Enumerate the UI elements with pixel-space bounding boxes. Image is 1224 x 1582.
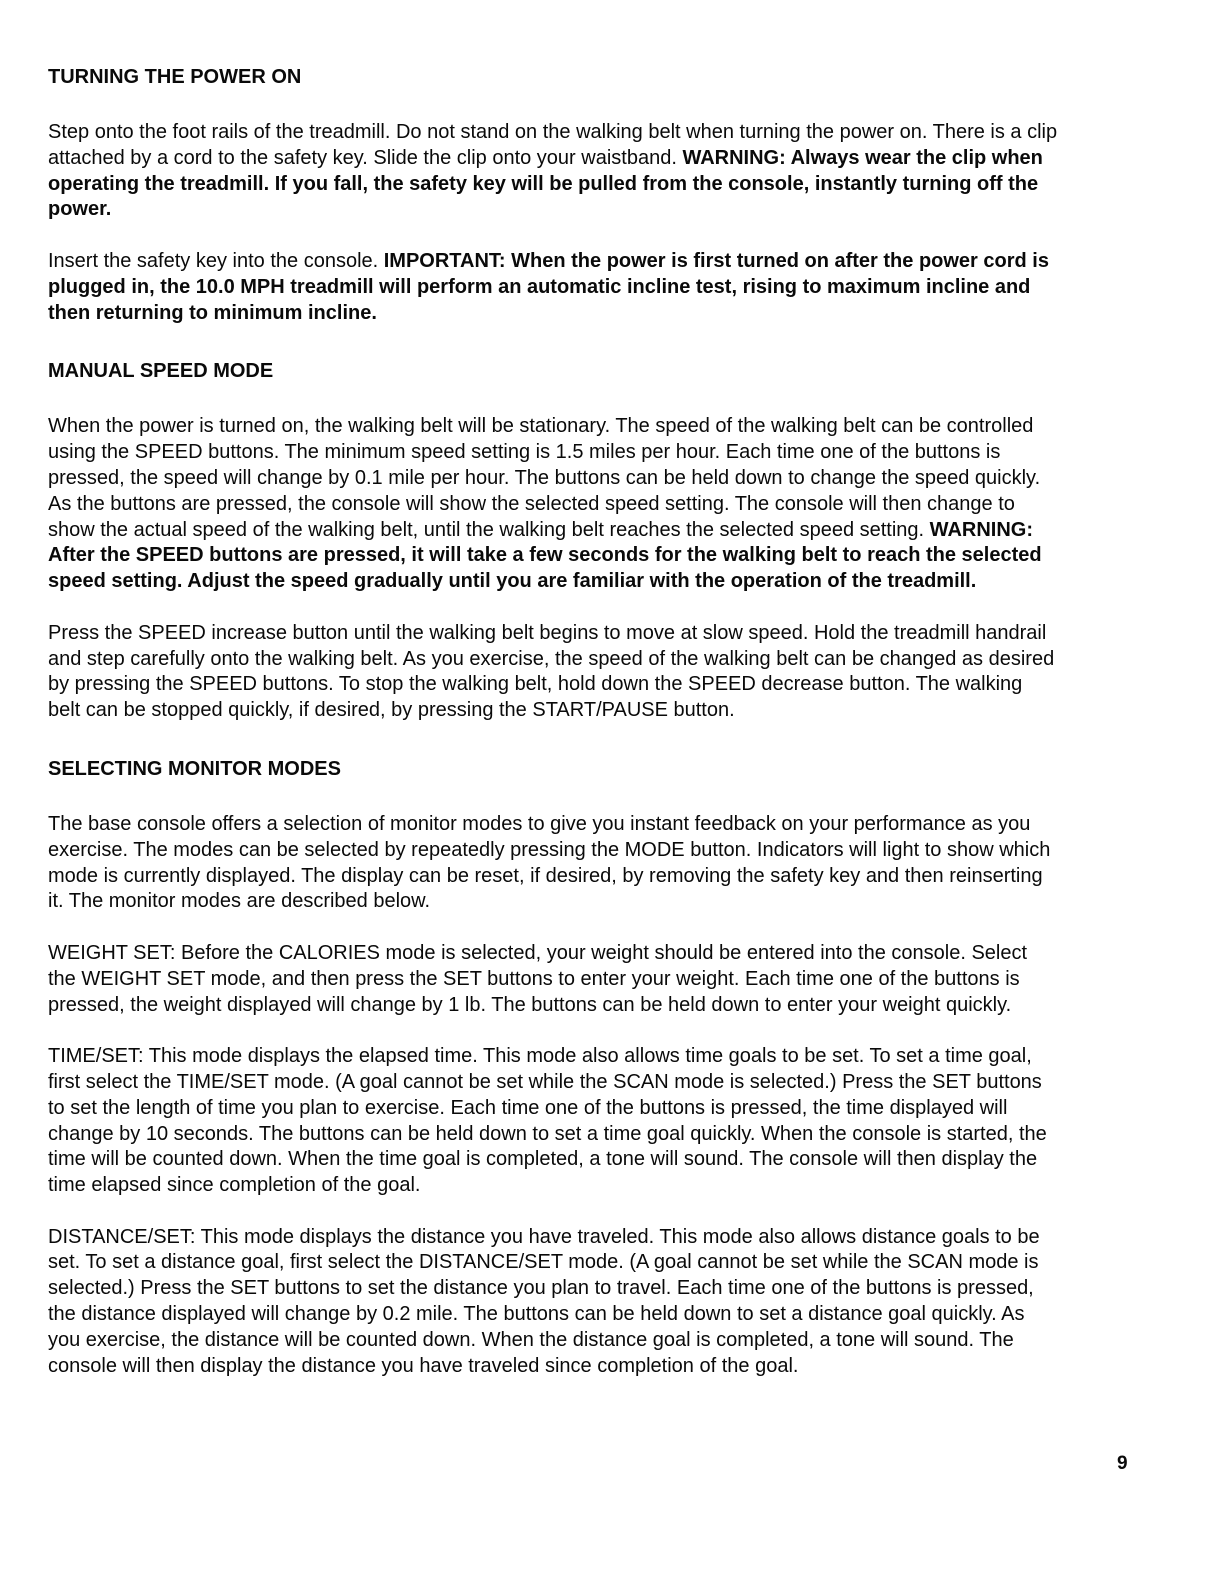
section-heading-manual-speed: MANUAL SPEED MODE	[48, 360, 274, 383]
section-heading-power-on: TURNING THE POWER ON	[48, 66, 302, 88]
paragraph-power-on-1	[48, 120, 1058, 223]
paragraph-weight-set	[48, 941, 1058, 1018]
paragraph-distance-set	[48, 1225, 1058, 1380]
paragraph-text: Insert the safety key into the console.	[48, 249, 384, 272]
section-heading-monitor-modes: SELECTING MONITOR MODES	[48, 757, 341, 780]
paragraph-text: WEIGHT SET: Before the CALORIES mode is selected, your weight should be entered into the console. Select the WEIGHT SET mode, and then press the SET buttons to enter your weight. Each time one of the buttons is pressed, the weight displayed will change by 1 lb. The buttons can be held down to enter your weight quickly.	[48, 941, 1028, 1016]
important-text: IMPORTANT: When the power is first turned on after the power cord is plugged in, the 10.0 MPH treadmill will perform an automatic incline test, rising to maximum incline and then returning to minimum incline.	[48, 249, 1049, 324]
paragraph-text: When the power is turned on, the walking belt will be stationary. The speed of the walking belt can be controlled using the SPEED buttons. The minimum speed setting is 1.5 miles per hour. Each time one of the buttons is pressed, the speed will change by 0.1 mile per hour. The buttons can be held down to change the speed quickly. As the buttons are pressed, the console will show the selected speed setting. The console will then change to show the actual speed of the walking belt, until the walking belt reaches the selected speed setting.	[48, 415, 1041, 541]
paragraph-text: Press the SPEED increase button until the walking belt begins to move at slow speed. Hold the treadmill handrail and step carefully onto the walking belt. As you exercise, the speed of the walking belt can be changed as desired by pressing the SPEED buttons. To stop the walking belt, hold down the SPEED decrease button. The walking belt can be stopped quickly, if desired, by pressing the START/PAUSE button.	[48, 621, 1055, 722]
document-page	[48, 64, 1058, 1405]
paragraph-text: The base console offers a selection of monitor modes to give you instant feedback on your performance as you exercise. The modes can be selected by repeatedly pressing the MODE button. Indicators will light to show which mode is currently displayed. The display can be reset, if desired, by removing the safety key and then reinserting it. The monitor modes are described below.	[48, 812, 1051, 913]
paragraph-manual-speed-2	[48, 621, 1058, 724]
paragraph-text: DISTANCE/SET: This mode displays the distance you have traveled. This mode also allows distance goals to be set. To set a distance goal, first select the DISTANCE/SET mode. (A goal cannot be set while the SCAN mode is selected.) Press the SET buttons to set the distance you plan to travel. Each time one of the buttons is pressed, the distance displayed will change by 0.2 mile. The buttons can be held down to set a distance goal quickly. As you exercise, the distance will be counted down. When the distance goal is completed, a tone will sound. The console will then display the distance you have traveled since completion of the goal.	[48, 1225, 1040, 1377]
page-number: 9	[1117, 1453, 1128, 1474]
paragraph-power-on-2	[48, 249, 1058, 326]
warning-text: WARNING: Always wear the clip when operating the treadmill. If you fall, the safety key will be pulled from the console, instantly turning off the power.	[48, 146, 1043, 221]
paragraph-manual-speed-1	[48, 414, 1058, 595]
paragraph-time-set	[48, 1044, 1058, 1199]
paragraph-monitor-modes-intro	[48, 812, 1058, 915]
warning-text: WARNING: After the SPEED buttons are pressed, it will take a few seconds for the walking belt to reach the selected speed setting. Adjust the speed gradually until you are familiar with the operation of the treadmill.	[48, 518, 1042, 593]
paragraph-text: TIME/SET: This mode displays the elapsed time. This mode also allows time goals to be set. To set a time goal, first select the TIME/SET mode. (A goal cannot be set while the SCAN mode is selected.) Press the SET buttons to set the length of time you plan to exercise. Each time one of the buttons is pressed, the time displayed will change by 10 seconds. The buttons can be held down to set a time goal quickly. When the console is started, the time will be counted down. When the time goal is completed, a tone will sound. The console will then display the time elapsed since completion of the goal.	[48, 1045, 1047, 1197]
paragraph-text: Step onto the foot rails of the treadmill. Do not stand on the walking belt when turning the power on. There is a clip attached by a cord to the safety key. Slide the clip onto your waistband.	[48, 121, 1058, 169]
